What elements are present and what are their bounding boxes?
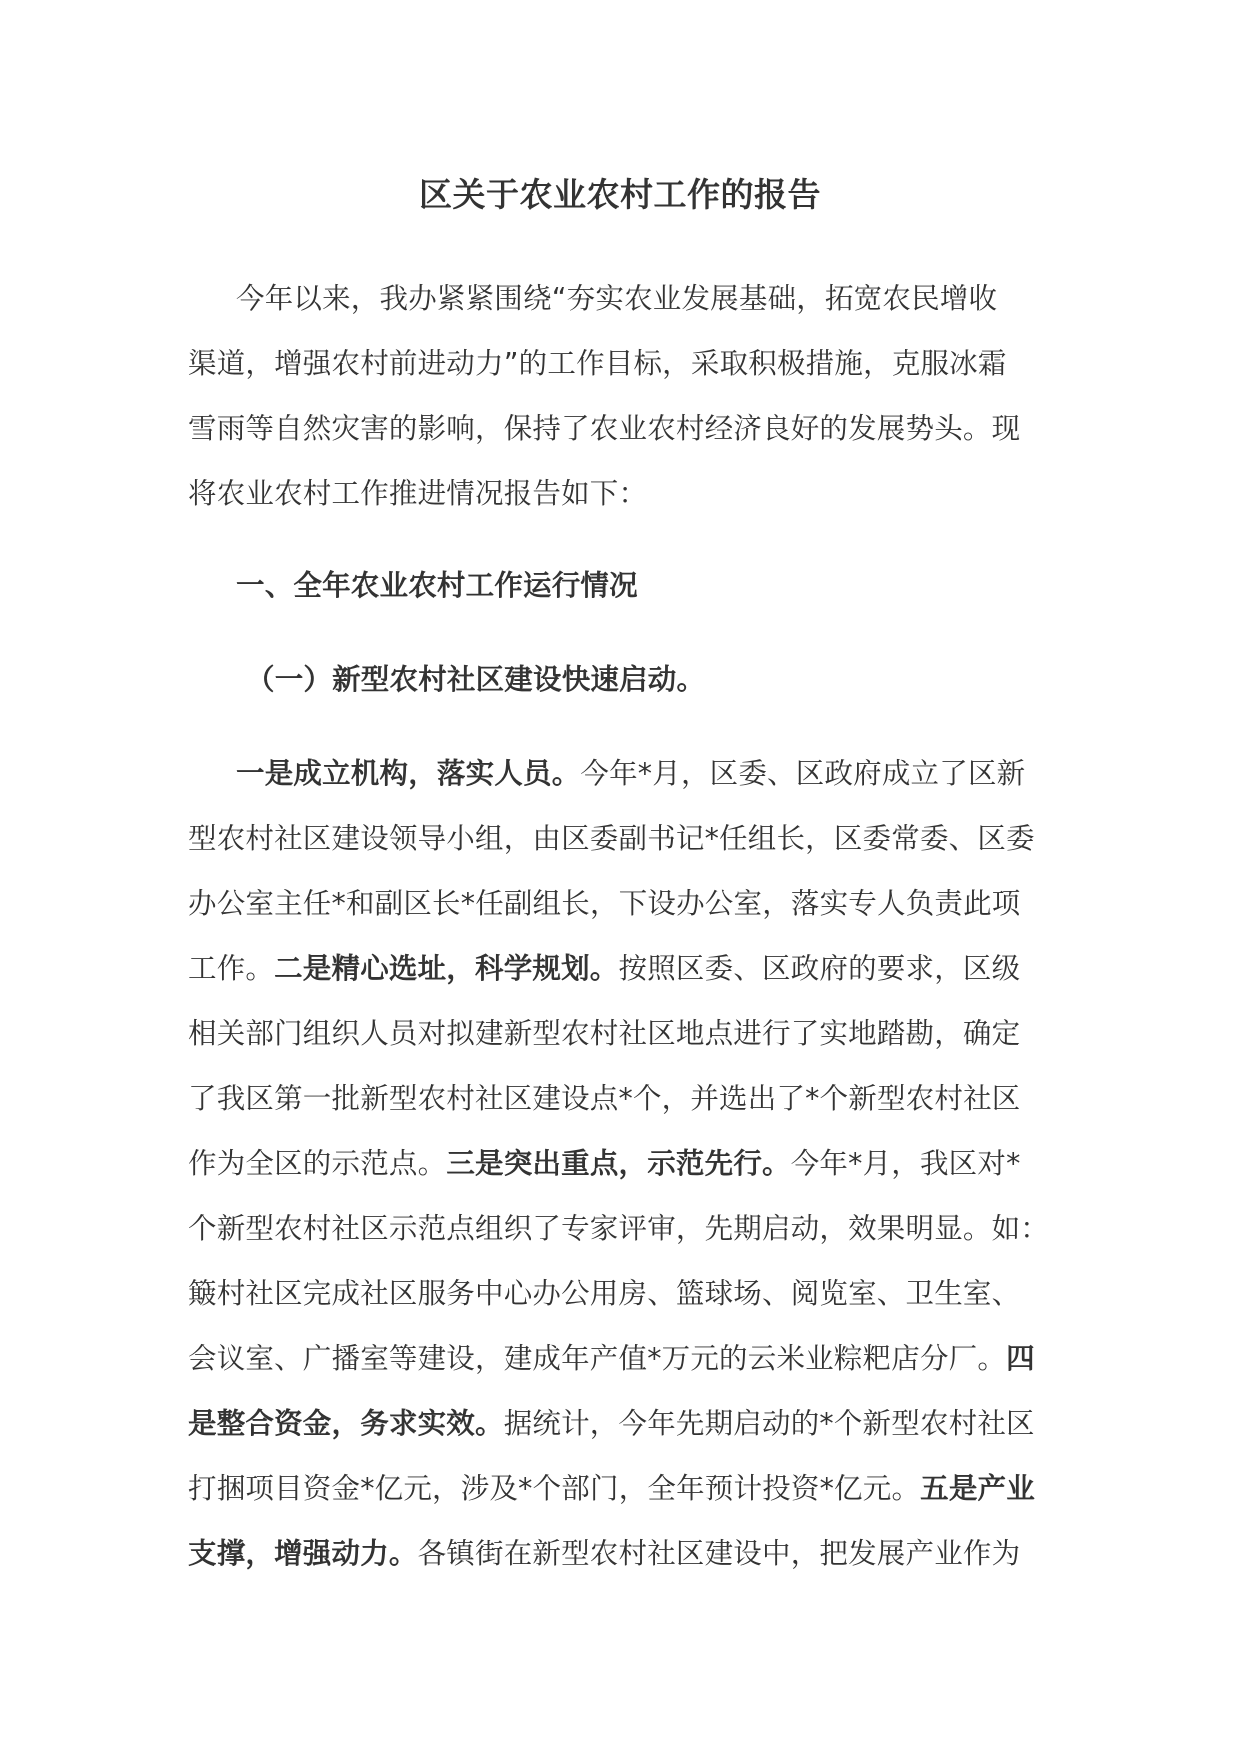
document-title: 区关于农业农村工作的报告 xyxy=(419,175,821,214)
body-line xyxy=(188,871,1068,936)
body-line xyxy=(188,1391,1068,1456)
section-heading-2 xyxy=(188,647,1068,712)
line-text: 簸村社区完成社区服务中心办公用房、篮球场、阅览室、卫生室、 xyxy=(188,1277,1021,1310)
point-title: 三是突出重点，示范先行。 xyxy=(446,1147,791,1180)
intro-paragraph xyxy=(188,266,1068,526)
body-line xyxy=(188,806,1068,871)
body-line xyxy=(188,1001,1068,1066)
point-title: 五是产业 xyxy=(920,1472,1035,1505)
line-text: 据统计，今年先期启动的*个新型农村社区 xyxy=(503,1407,1035,1440)
intro-line: 渠道，增强农村前进动力”的工作目标，采取积极措施，克服冰霜 xyxy=(188,347,1007,380)
body-line xyxy=(188,1066,1068,1131)
body-line xyxy=(188,1131,1068,1196)
line-text: 按照区委、区政府的要求，区级 xyxy=(618,952,1021,985)
body-line xyxy=(188,1196,1068,1261)
heading-2-text: （一）新型农村社区建设快速启动。 xyxy=(246,663,706,696)
heading-1-text: 一、全年农业农村工作运行情况 xyxy=(236,569,638,602)
line-text: 了我区第一批新型农村社区建设点*个，并选出了*个新型农村社区 xyxy=(188,1082,1021,1115)
body-line xyxy=(188,1521,1068,1586)
document-body xyxy=(188,266,1068,1586)
body-line xyxy=(188,1261,1068,1326)
line-text: 作为全区的示范点。 xyxy=(188,1147,447,1180)
section-paragraph xyxy=(188,741,1068,1586)
line-text: 工作。 xyxy=(188,952,275,985)
line-text: 打捆项目资金*亿元，涉及*个部门，全年预计投资*亿元。 xyxy=(188,1472,921,1505)
body-line xyxy=(188,936,1068,1001)
body-line xyxy=(188,741,1068,806)
line-text: 今年*月，区委、区政府成立了区新 xyxy=(580,757,1026,790)
body-line xyxy=(188,1326,1068,1391)
line-text: 办公室主任*和副区长*任副组长，下设办公室，落实专人负责此项 xyxy=(188,887,1021,920)
point-title: 是整合资金，务求实效。 xyxy=(188,1407,504,1440)
intro-line: 将农业农村工作推进情况报告如下： xyxy=(188,477,648,510)
line-text: 个新型农村社区示范点组织了专家评审，先期启动，效果明显。如： xyxy=(188,1212,1050,1245)
line-text: 型农村社区建设领导小组，由区委副书记*任组长，区委常委、区委 xyxy=(188,822,1035,855)
intro-line: 雪雨等自然灾害的影响，保持了农业农村经济良好的发展势头。现 xyxy=(188,412,1021,445)
line-text: 今年*月，我区对* xyxy=(790,1147,1021,1180)
line-text: 会议室、广播室等建设，建成年产值*万元的云米业粽粑店分厂。 xyxy=(188,1342,1007,1375)
point-title: 一是成立机构，落实人员。 xyxy=(236,757,581,790)
point-title: 二是精心选址，科学规划。 xyxy=(274,952,619,985)
section-heading-1 xyxy=(188,553,1068,618)
line-text: 各镇街在新型农村社区建设中，把发展产业作为 xyxy=(417,1537,1021,1570)
body-line xyxy=(188,1456,1068,1521)
line-text: 相关部门组织人员对拟建新型农村社区地点进行了实地踏勘，确定 xyxy=(188,1017,1021,1050)
point-title: 支撑，增强动力。 xyxy=(188,1537,418,1570)
point-title: 四 xyxy=(1006,1342,1035,1375)
intro-line: 今年以来，我办紧紧围绕“夯实农业发展基础，拓宽农民增收 xyxy=(236,282,998,315)
